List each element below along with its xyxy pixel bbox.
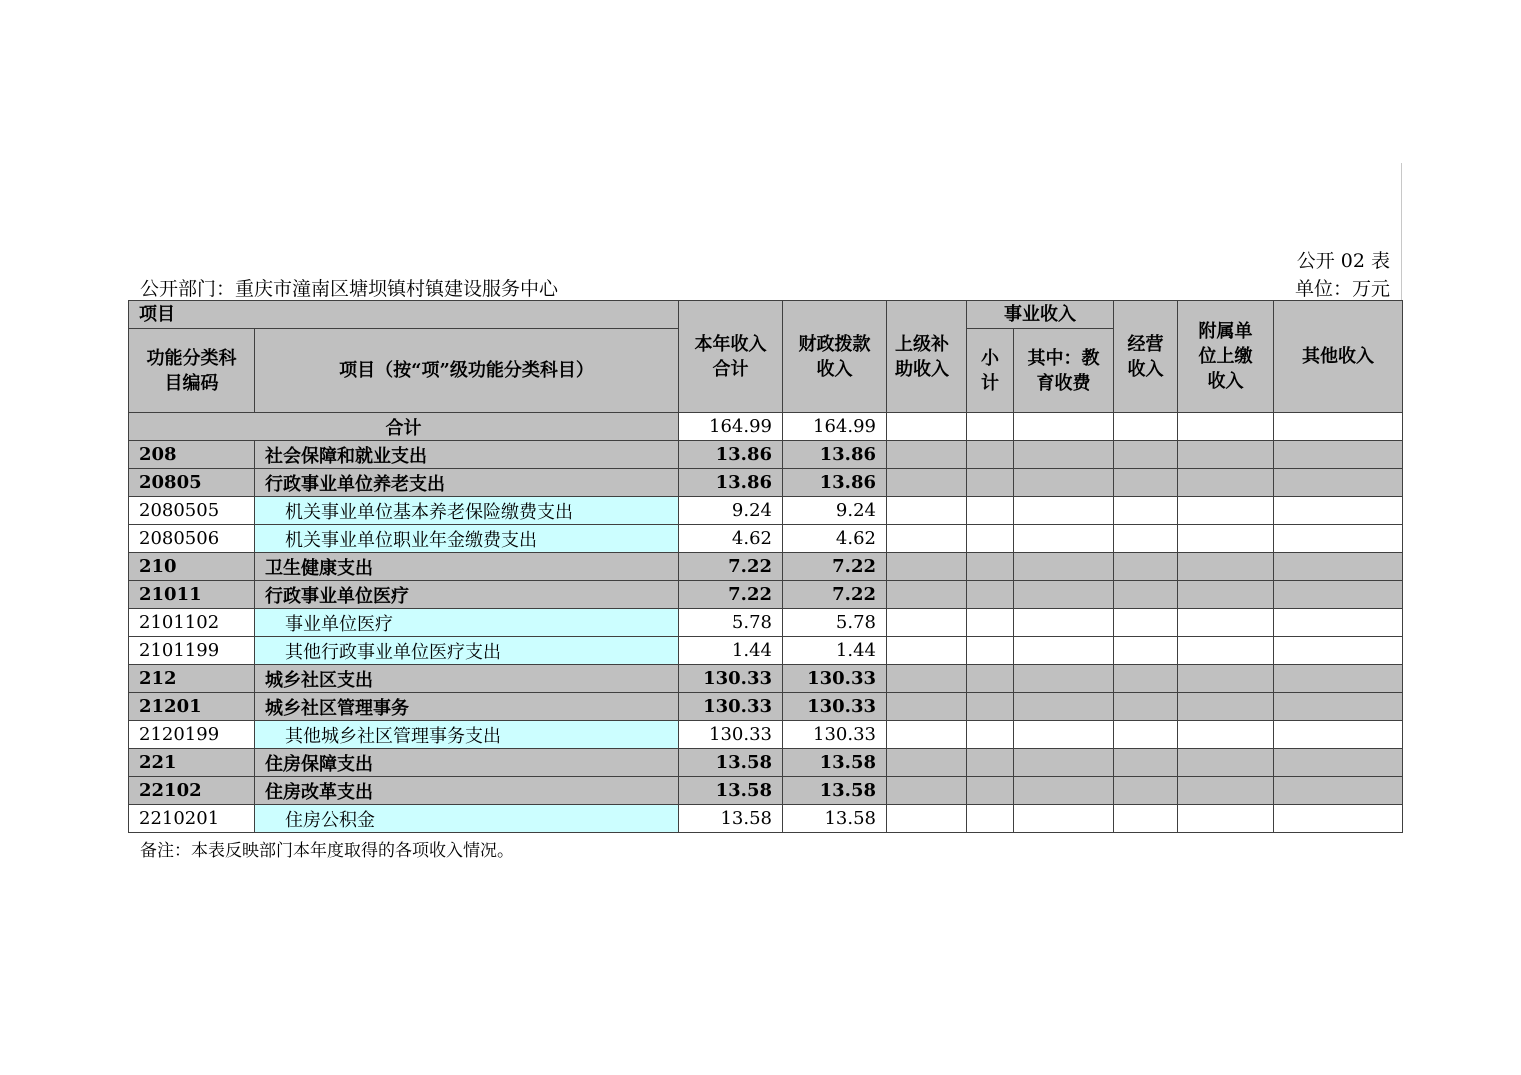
empty-cell (887, 693, 967, 721)
row-name: 卫生健康支出 (255, 553, 679, 581)
empty-cell (1114, 749, 1178, 777)
row-fiscal: 1.44 (783, 637, 887, 665)
empty-cell (967, 581, 1014, 609)
table-row (129, 553, 1403, 581)
empty-cell (1178, 497, 1274, 525)
row-fiscal: 130.33 (783, 665, 887, 693)
header-total-income: 本年收入合计 (679, 301, 783, 413)
table-row (129, 637, 1403, 665)
empty-cell (967, 665, 1014, 693)
empty-cell (967, 693, 1014, 721)
row-total-income: 4.62 (679, 525, 783, 553)
empty-cell (1178, 609, 1274, 637)
row-fiscal: 13.58 (783, 749, 887, 777)
empty-cell (967, 525, 1014, 553)
total-label: 合计 (129, 413, 679, 441)
empty-cell (967, 721, 1014, 749)
row-total-income: 7.22 (679, 581, 783, 609)
empty-cell (1114, 721, 1178, 749)
row-total-income: 9.24 (679, 497, 783, 525)
footnote: 备注：本表反映部门本年度取得的各项收入情况。 (140, 841, 514, 861)
row-total-income: 13.58 (679, 777, 783, 805)
row-code: 2101102 (129, 609, 255, 637)
header-code: 功能分类科目编码 (129, 329, 255, 413)
empty-cell (1114, 441, 1178, 469)
row-name: 其他城乡社区管理事务支出 (255, 721, 679, 749)
header-career-income: 事业收入 (967, 301, 1114, 329)
empty-cell (1274, 609, 1403, 637)
total-income-value: 164.99 (679, 413, 783, 441)
income-table (128, 300, 1403, 833)
table-row (129, 777, 1403, 805)
empty-cell (967, 609, 1014, 637)
row-total-income: 5.78 (679, 609, 783, 637)
empty-cell (1178, 665, 1274, 693)
empty-cell (1178, 777, 1274, 805)
table-row (129, 581, 1403, 609)
empty-cell (887, 469, 967, 497)
empty-cell (967, 441, 1014, 469)
row-name: 住房保障支出 (255, 749, 679, 777)
table-row (129, 721, 1403, 749)
table-row (129, 469, 1403, 497)
empty-cell (967, 553, 1014, 581)
empty-cell (1114, 693, 1178, 721)
row-fiscal: 130.33 (783, 693, 887, 721)
row-code: 2080506 (129, 525, 255, 553)
empty-cell (1114, 525, 1178, 553)
department-label: 公开部门：重庆市潼南区塘坝镇村镇建设服务中心 (140, 278, 559, 300)
empty-cell (887, 581, 967, 609)
row-code: 210 (129, 553, 255, 581)
empty-cell (1014, 721, 1114, 749)
empty-cell (967, 777, 1014, 805)
header-other: 其他收入 (1274, 301, 1403, 413)
empty-cell (1178, 441, 1274, 469)
empty-cell (1178, 721, 1274, 749)
row-code: 2101199 (129, 637, 255, 665)
empty-cell (1114, 469, 1178, 497)
row-fiscal: 7.22 (783, 581, 887, 609)
empty-cell (1274, 665, 1403, 693)
header-item: 项目 (129, 301, 679, 329)
row-code: 20805 (129, 469, 255, 497)
empty-cell (1014, 441, 1114, 469)
row-total-income: 13.58 (679, 749, 783, 777)
row-code: 2120199 (129, 721, 255, 749)
empty-cell (1014, 777, 1114, 805)
empty-cell (1114, 665, 1178, 693)
empty-cell (1014, 665, 1114, 693)
row-fiscal: 9.24 (783, 497, 887, 525)
empty-cell (1178, 553, 1274, 581)
empty-cell (1114, 497, 1178, 525)
row-fiscal: 5.78 (783, 609, 887, 637)
row-fiscal: 4.62 (783, 525, 887, 553)
row-total-income: 130.33 (679, 721, 783, 749)
empty-cell (1274, 581, 1403, 609)
empty-cell (1274, 805, 1403, 833)
empty-cell (887, 441, 967, 469)
row-name: 行政事业单位养老支出 (255, 469, 679, 497)
empty-cell (1014, 749, 1114, 777)
empty-cell (1274, 525, 1403, 553)
empty-cell (1014, 497, 1114, 525)
row-code: 21201 (129, 693, 255, 721)
empty-cell (1014, 609, 1114, 637)
header-superior-subsidy: 上级补助收入 (887, 301, 967, 413)
empty-cell (1014, 805, 1114, 833)
row-fiscal: 13.86 (783, 441, 887, 469)
empty-cell (887, 721, 967, 749)
empty-cell (1014, 525, 1114, 553)
empty-cell (1114, 805, 1178, 833)
empty-cell (967, 469, 1014, 497)
table-row (129, 609, 1403, 637)
row-total-income: 7.22 (679, 553, 783, 581)
empty-cell (887, 637, 967, 665)
empty-cell (887, 777, 967, 805)
empty-cell (1274, 637, 1403, 665)
empty-cell (887, 805, 967, 833)
empty-cell (1014, 581, 1114, 609)
empty-cell (1178, 581, 1274, 609)
page-edge-line (1401, 163, 1402, 300)
table-row (129, 525, 1403, 553)
empty-cell (1114, 637, 1178, 665)
empty-cell (887, 553, 967, 581)
row-total-income: 130.33 (679, 693, 783, 721)
empty-cell (887, 665, 967, 693)
empty-cell (1114, 777, 1178, 805)
row-name: 事业单位医疗 (255, 609, 679, 637)
row-name: 住房改革支出 (255, 777, 679, 805)
row-total-income: 1.44 (679, 637, 783, 665)
row-name: 行政事业单位医疗 (255, 581, 679, 609)
empty-cell (1274, 441, 1403, 469)
table-row (129, 749, 1403, 777)
row-name: 住房公积金 (255, 805, 679, 833)
empty-cell (1114, 581, 1178, 609)
row-name: 社会保障和就业支出 (255, 441, 679, 469)
row-fiscal: 13.58 (783, 777, 887, 805)
header-edu-fee: 其中：教育收费 (1014, 329, 1114, 413)
empty-cell (1274, 749, 1403, 777)
row-code: 22102 (129, 777, 255, 805)
row-code: 2080505 (129, 497, 255, 525)
empty-cell (1178, 525, 1274, 553)
row-fiscal: 7.22 (783, 553, 887, 581)
unit-label: 单位：万元 (1294, 278, 1390, 300)
header-name: 项目（按“项”级功能分类科目） (255, 329, 679, 413)
empty-cell (1014, 637, 1114, 665)
row-total-income: 13.86 (679, 469, 783, 497)
row-name: 机关事业单位职业年金缴费支出 (255, 525, 679, 553)
empty-cell (1178, 637, 1274, 665)
table-row (129, 665, 1403, 693)
empty-cell (1178, 749, 1274, 777)
row-code: 2210201 (129, 805, 255, 833)
empty-cell (1274, 777, 1403, 805)
empty-cell (967, 497, 1014, 525)
row-code: 21011 (129, 581, 255, 609)
form-number: 公开 02 表 (1296, 250, 1390, 272)
header-operating: 经营收入 (1114, 301, 1178, 413)
table-row (129, 805, 1403, 833)
empty-cell (1014, 553, 1114, 581)
empty-cell (1178, 469, 1274, 497)
row-total-income: 130.33 (679, 665, 783, 693)
empty-cell (1014, 469, 1114, 497)
row-total-income: 13.58 (679, 805, 783, 833)
empty-cell (1114, 553, 1178, 581)
total-fiscal-value: 164.99 (783, 413, 887, 441)
row-fiscal: 13.58 (783, 805, 887, 833)
row-name: 城乡社区支出 (255, 665, 679, 693)
empty-cell (1178, 805, 1274, 833)
empty-cell (967, 637, 1014, 665)
header-fiscal: 财政拨款收入 (783, 301, 887, 413)
empty-cell (1274, 693, 1403, 721)
empty-cell (967, 749, 1014, 777)
empty-cell (887, 749, 967, 777)
empty-cell (887, 609, 967, 637)
table-row (129, 441, 1403, 469)
row-fiscal: 130.33 (783, 721, 887, 749)
empty-cell (1274, 553, 1403, 581)
empty-cell (1274, 497, 1403, 525)
empty-cell (1274, 469, 1403, 497)
row-code: 212 (129, 665, 255, 693)
table-row (129, 497, 1403, 525)
table-row (129, 693, 1403, 721)
empty-cell (1178, 693, 1274, 721)
row-code: 208 (129, 441, 255, 469)
total-row (129, 413, 1403, 441)
row-name: 城乡社区管理事务 (255, 693, 679, 721)
row-code: 221 (129, 749, 255, 777)
row-name: 其他行政事业单位医疗支出 (255, 637, 679, 665)
header-affiliated: 附属单位上缴收入 (1178, 301, 1274, 413)
empty-cell (887, 525, 967, 553)
header-subtotal: 小计 (967, 329, 1014, 413)
row-name: 机关事业单位基本养老保险缴费支出 (255, 497, 679, 525)
empty-cell (967, 805, 1014, 833)
empty-cell (887, 497, 967, 525)
row-total-income: 13.86 (679, 441, 783, 469)
row-fiscal: 13.86 (783, 469, 887, 497)
empty-cell (1274, 721, 1403, 749)
empty-cell (1114, 609, 1178, 637)
empty-cell (1014, 693, 1114, 721)
